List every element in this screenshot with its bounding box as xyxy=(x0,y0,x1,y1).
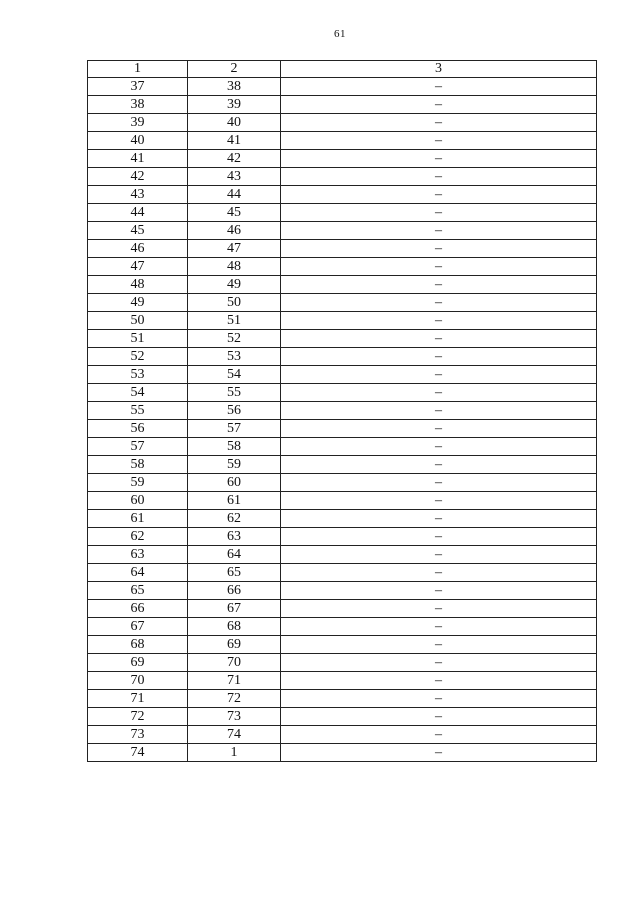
table-row xyxy=(88,546,597,564)
table-cell-col-1: 67 xyxy=(88,618,188,636)
table-cell-col-1: 68 xyxy=(88,636,188,654)
table-row xyxy=(88,366,597,384)
table-cell-col-2: 70 xyxy=(188,654,281,672)
table-cell-col-3: – xyxy=(281,672,597,690)
table-cell-col-2: 73 xyxy=(188,708,281,726)
table-cell-col-2: 74 xyxy=(188,726,281,744)
table-cell-col-3: – xyxy=(281,294,597,312)
table-cell-col-1: 44 xyxy=(88,204,188,222)
table-cell-col-3: – xyxy=(281,438,597,456)
table-cell-col-1: 46 xyxy=(88,240,188,258)
table-cell-col-1: 52 xyxy=(88,348,188,366)
table-cell-col-1: 42 xyxy=(88,168,188,186)
column-header-3: 3 xyxy=(281,61,597,78)
table-cell-col-2: 42 xyxy=(188,150,281,168)
table-cell-col-1: 71 xyxy=(88,690,188,708)
table-row xyxy=(88,654,597,672)
table-cell-col-2: 47 xyxy=(188,240,281,258)
table-cell-col-2: 67 xyxy=(188,600,281,618)
table-row xyxy=(88,672,597,690)
table-cell-col-2: 53 xyxy=(188,348,281,366)
table-row xyxy=(88,312,597,330)
table-cell-col-1: 70 xyxy=(88,672,188,690)
table-cell-col-1: 62 xyxy=(88,528,188,546)
table-cell-col-3: – xyxy=(281,564,597,582)
table-cell-col-3: – xyxy=(281,618,597,636)
table-cell-col-2: 44 xyxy=(188,186,281,204)
table-row xyxy=(88,258,597,276)
table-cell-col-1: 61 xyxy=(88,510,188,528)
table-cell-col-3: – xyxy=(281,330,597,348)
table-row xyxy=(88,96,597,114)
table-cell-col-2: 62 xyxy=(188,510,281,528)
table-cell-col-1: 58 xyxy=(88,456,188,474)
table-cell-col-2: 66 xyxy=(188,582,281,600)
table-cell-col-1: 47 xyxy=(88,258,188,276)
table-row xyxy=(88,222,597,240)
table-cell-col-2: 59 xyxy=(188,456,281,474)
table-cell-col-3: – xyxy=(281,312,597,330)
table-cell-col-1: 48 xyxy=(88,276,188,294)
table-cell-col-3: – xyxy=(281,150,597,168)
table-row xyxy=(88,240,597,258)
table-header xyxy=(88,61,597,78)
table-cell-col-2: 58 xyxy=(188,438,281,456)
table-row xyxy=(88,528,597,546)
table-row xyxy=(88,114,597,132)
table-cell-col-3: – xyxy=(281,132,597,150)
table-row xyxy=(88,474,597,492)
table-cell-col-2: 51 xyxy=(188,312,281,330)
table-row xyxy=(88,204,597,222)
table-cell-col-2: 54 xyxy=(188,366,281,384)
table-cell-col-3: – xyxy=(281,78,597,96)
table-cell-col-2: 1 xyxy=(188,744,281,762)
table-cell-col-2: 63 xyxy=(188,528,281,546)
table-cell-col-3: – xyxy=(281,600,597,618)
table-cell-col-1: 64 xyxy=(88,564,188,582)
table-row xyxy=(88,726,597,744)
table-cell-col-3: – xyxy=(281,708,597,726)
table-cell-col-3: – xyxy=(281,168,597,186)
table-row xyxy=(88,420,597,438)
header-row xyxy=(88,61,597,78)
table-cell-col-3: – xyxy=(281,510,597,528)
table-cell-col-3: – xyxy=(281,186,597,204)
table-row xyxy=(88,294,597,312)
table-row xyxy=(88,348,597,366)
table-cell-col-3: – xyxy=(281,240,597,258)
table-cell-col-3: – xyxy=(281,258,597,276)
table-row xyxy=(88,402,597,420)
table-row xyxy=(88,438,597,456)
table-cell-col-2: 46 xyxy=(188,222,281,240)
table-cell-col-3: – xyxy=(281,744,597,762)
table-cell-col-1: 55 xyxy=(88,402,188,420)
table-cell-col-3: – xyxy=(281,114,597,132)
table-row xyxy=(88,456,597,474)
table-cell-col-2: 52 xyxy=(188,330,281,348)
table-cell-col-1: 69 xyxy=(88,654,188,672)
table-row xyxy=(88,150,597,168)
table-row xyxy=(88,600,597,618)
table-cell-col-2: 64 xyxy=(188,546,281,564)
table-cell-col-1: 72 xyxy=(88,708,188,726)
table-cell-col-1: 63 xyxy=(88,546,188,564)
table-cell-col-2: 57 xyxy=(188,420,281,438)
page-number: 61 xyxy=(334,28,346,40)
table-cell-col-3: – xyxy=(281,276,597,294)
table-cell-col-3: – xyxy=(281,492,597,510)
table-cell-col-3: – xyxy=(281,420,597,438)
table-row xyxy=(88,744,597,762)
table-cell-col-1: 51 xyxy=(88,330,188,348)
table-cell-col-1: 60 xyxy=(88,492,188,510)
table-cell-col-2: 60 xyxy=(188,474,281,492)
table-cell-col-1: 54 xyxy=(88,384,188,402)
table-cell-col-3: – xyxy=(281,654,597,672)
table-cell-col-1: 37 xyxy=(88,78,188,96)
table-row xyxy=(88,636,597,654)
table-cell-col-3: – xyxy=(281,474,597,492)
table-cell-col-1: 49 xyxy=(88,294,188,312)
table-row xyxy=(88,276,597,294)
table-row xyxy=(88,582,597,600)
data-table xyxy=(87,60,597,762)
table-cell-col-3: – xyxy=(281,222,597,240)
table-cell-col-2: 48 xyxy=(188,258,281,276)
table-cell-col-3: – xyxy=(281,726,597,744)
table-cell-col-2: 68 xyxy=(188,618,281,636)
table-cell-col-2: 45 xyxy=(188,204,281,222)
table-row xyxy=(88,492,597,510)
table-cell-col-1: 38 xyxy=(88,96,188,114)
table-cell-col-3: – xyxy=(281,582,597,600)
table-cell-col-2: 50 xyxy=(188,294,281,312)
table-cell-col-3: – xyxy=(281,402,597,420)
table-cell-col-2: 38 xyxy=(188,78,281,96)
table-cell-col-2: 39 xyxy=(188,96,281,114)
column-header-1: 1 xyxy=(88,61,188,78)
table-cell-col-2: 65 xyxy=(188,564,281,582)
table-cell-col-3: – xyxy=(281,366,597,384)
table-row xyxy=(88,708,597,726)
table-cell-col-1: 56 xyxy=(88,420,188,438)
table-cell-col-1: 40 xyxy=(88,132,188,150)
table-cell-col-2: 55 xyxy=(188,384,281,402)
table-cell-col-2: 71 xyxy=(188,672,281,690)
table-cell-col-1: 59 xyxy=(88,474,188,492)
table-cell-col-3: – xyxy=(281,204,597,222)
table-cell-col-1: 50 xyxy=(88,312,188,330)
table-cell-col-1: 66 xyxy=(88,600,188,618)
table-cell-col-3: – xyxy=(281,528,597,546)
table-row xyxy=(88,384,597,402)
table-row xyxy=(88,690,597,708)
table-cell-col-2: 72 xyxy=(188,690,281,708)
table-cell-col-2: 56 xyxy=(188,402,281,420)
table-cell-col-2: 43 xyxy=(188,168,281,186)
column-header-2: 2 xyxy=(188,61,281,78)
table-cell-col-1: 74 xyxy=(88,744,188,762)
table-cell-col-3: – xyxy=(281,456,597,474)
table-row xyxy=(88,132,597,150)
table-cell-col-2: 49 xyxy=(188,276,281,294)
table-row xyxy=(88,618,597,636)
table-cell-col-3: – xyxy=(281,384,597,402)
table-cell-col-1: 53 xyxy=(88,366,188,384)
table-cell-col-2: 69 xyxy=(188,636,281,654)
table-body xyxy=(88,78,597,762)
table-row xyxy=(88,168,597,186)
table-cell-col-1: 41 xyxy=(88,150,188,168)
table-row xyxy=(88,186,597,204)
table-cell-col-1: 45 xyxy=(88,222,188,240)
table-cell-col-3: – xyxy=(281,636,597,654)
table-cell-col-1: 39 xyxy=(88,114,188,132)
table-cell-col-1: 43 xyxy=(88,186,188,204)
table-cell-col-1: 65 xyxy=(88,582,188,600)
table-cell-col-3: – xyxy=(281,546,597,564)
table-cell-col-3: – xyxy=(281,348,597,366)
table-cell-col-3: – xyxy=(281,96,597,114)
table-cell-col-2: 40 xyxy=(188,114,281,132)
table-cell-col-1: 57 xyxy=(88,438,188,456)
table-row xyxy=(88,78,597,96)
table-row xyxy=(88,330,597,348)
table-cell-col-1: 73 xyxy=(88,726,188,744)
table-cell-col-2: 61 xyxy=(188,492,281,510)
table-cell-col-2: 41 xyxy=(188,132,281,150)
table-row xyxy=(88,510,597,528)
table-cell-col-3: – xyxy=(281,690,597,708)
table-row xyxy=(88,564,597,582)
